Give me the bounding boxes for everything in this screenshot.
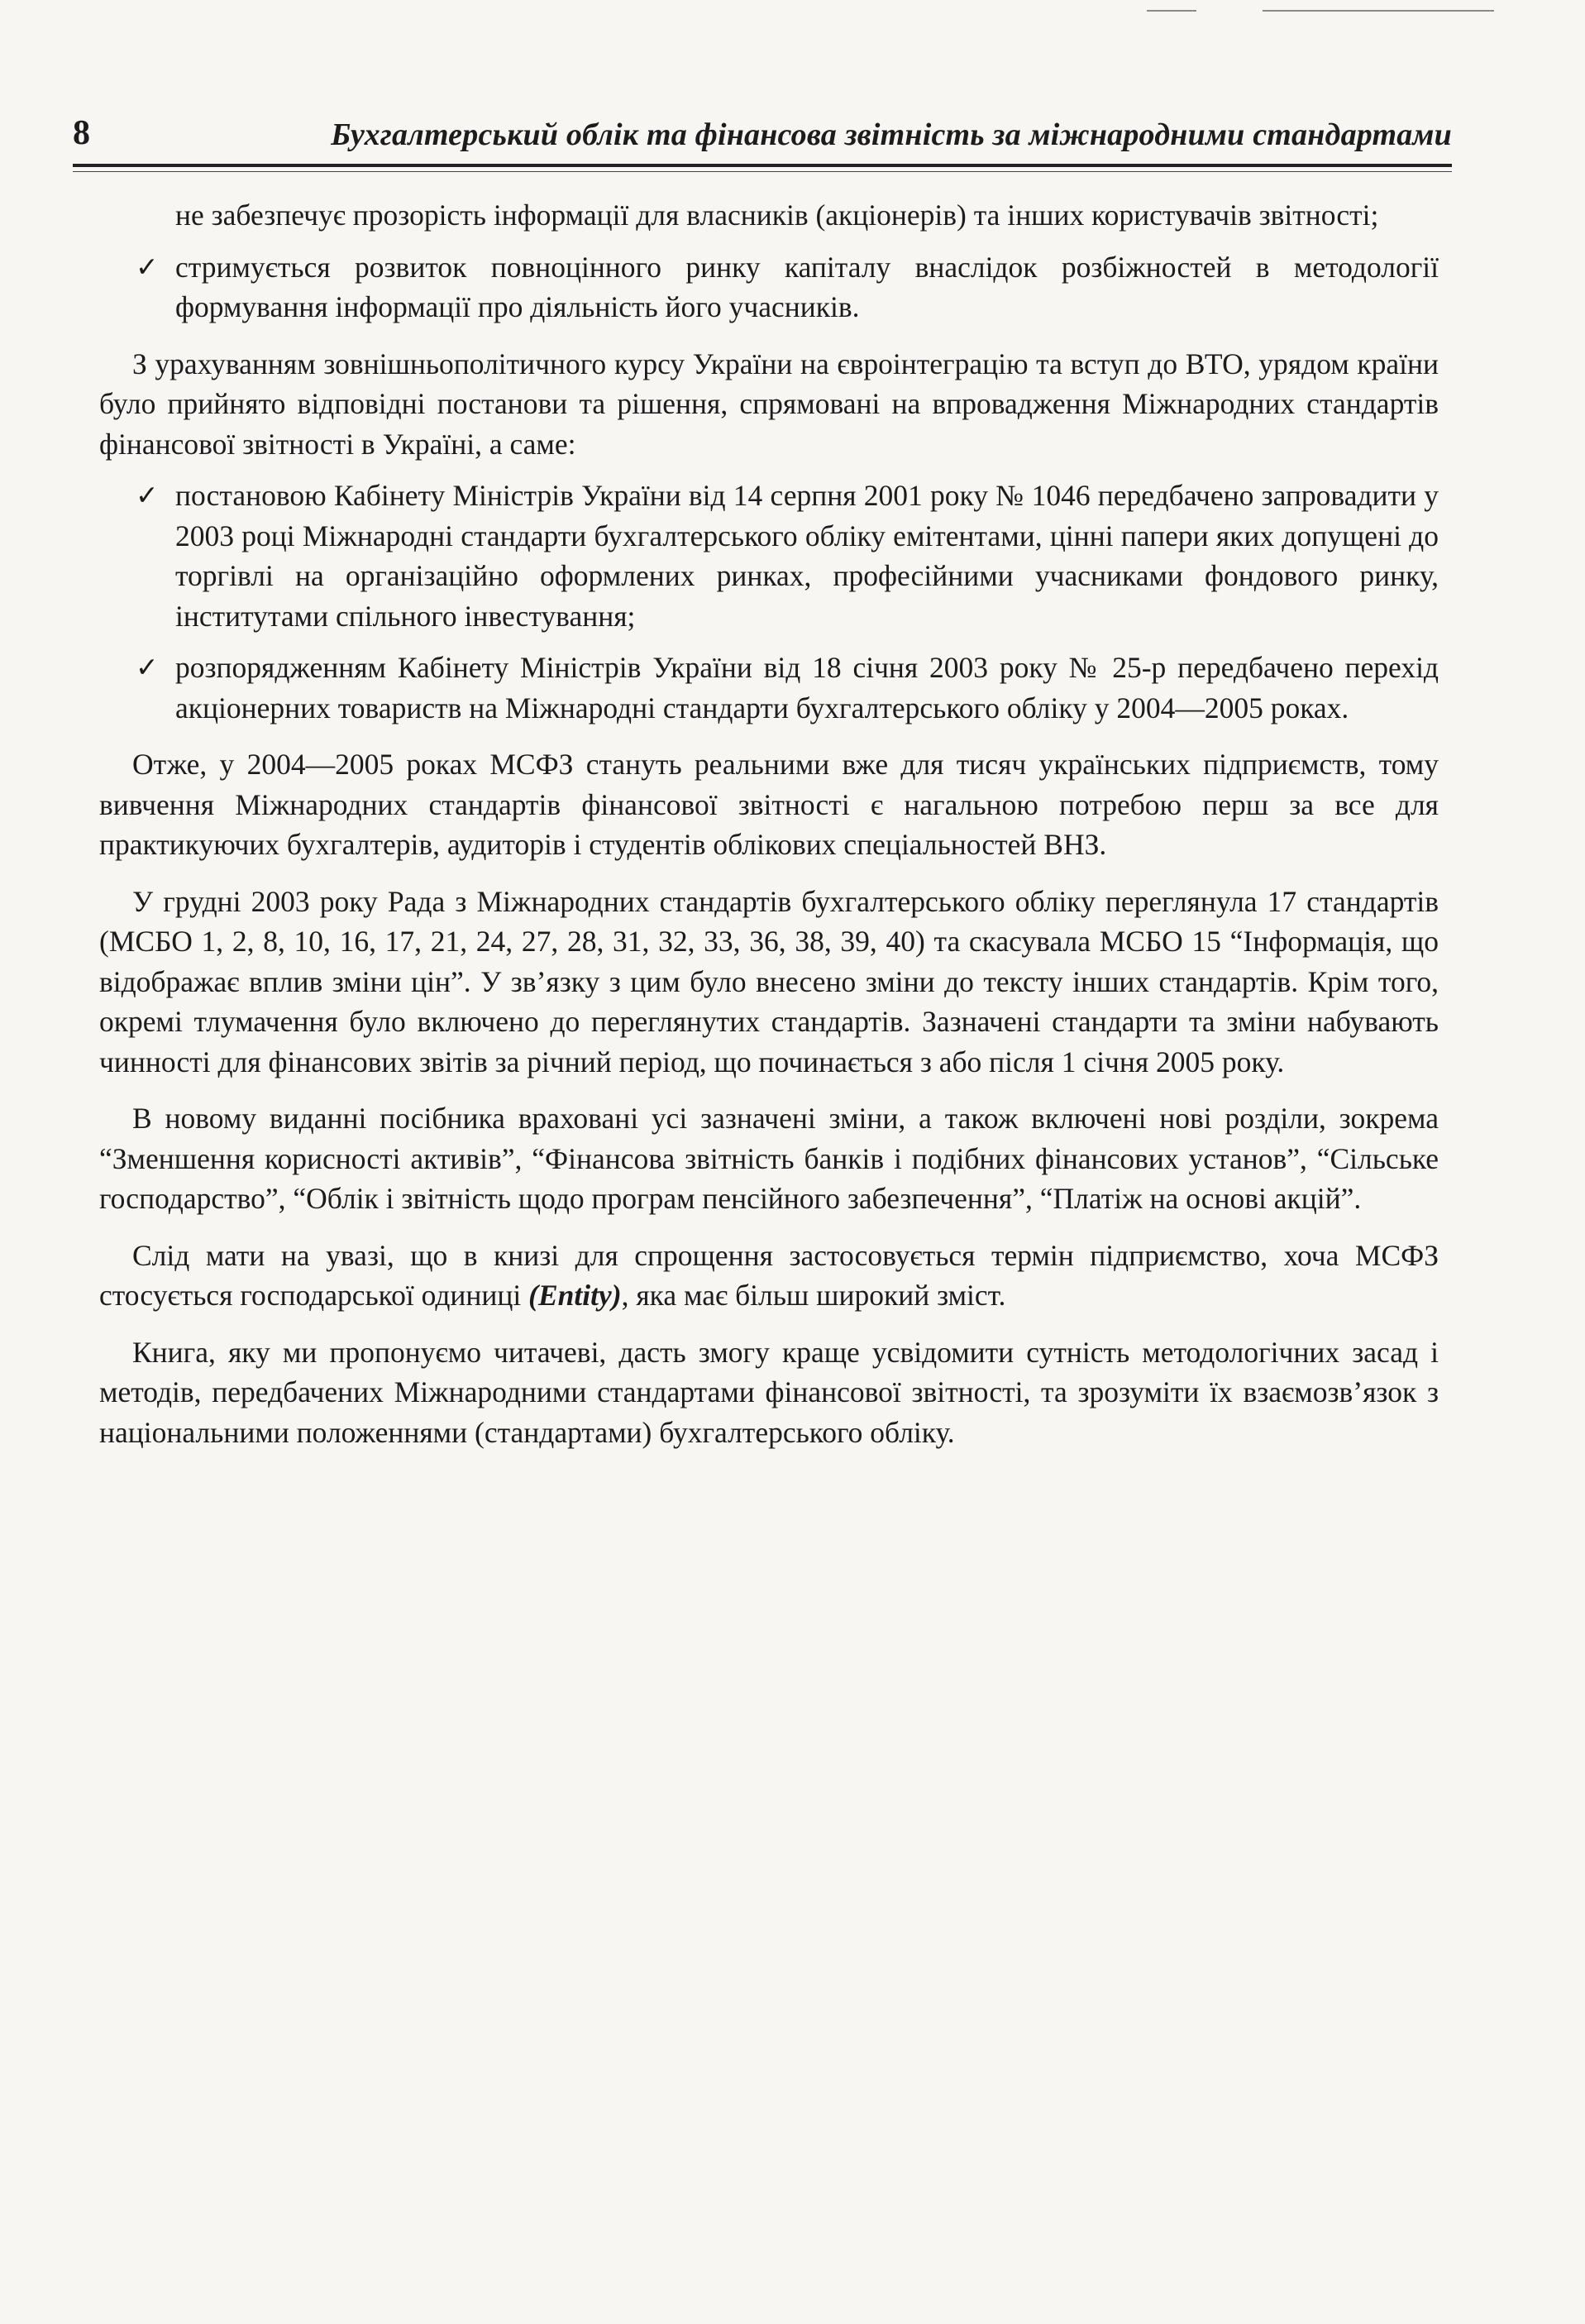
bullet-text: стримується розвиток повноцінного ринку капіталу внаслідок розбіжностей в методології формування інформації про діяльність його учасників. [175,250,1439,323]
paragraph [99,1236,1439,1316]
show-through-from-reverse-page [711,1861,1339,2324]
bullet-item [99,648,1439,728]
bullet-text: постановою Кабінету Міністрів України від 14 серпня 2001 року № 1046 передбачено запровадити у 2003 році Міжнародні стандарти бухгалтерського обліку емітентами, цінні папери яких допущені до торгівлі на організаційно оформлених ринках, професійними учасниками фондового ринку, інститутами спільного інвестування; [175,479,1439,633]
bullet-text: розпорядженням Кабінету Міністрів України від 18 січня 2003 року № 25-р передбачено перехід акціонерних товариств на Міжнародні стандарти бухгалтерського обліку у 2004—2005 роках. [175,651,1439,724]
header-rule [73,164,1452,167]
entity-term: (Entity) [528,1279,622,1312]
paragraph: Книга, яку ми пропонуємо читачеві, дасть змогу краще усвідомити сутність методологічних засад і методів, передбачених Міжнародними стандартами фінансової звітності, та зрозуміти їх взаємозв’язок з національними положеннями (стандартами) бухгалтерського обліку. [99,1335,1439,1449]
checkmark-icon: ✓ [136,250,159,283]
checkmark-icon: ✓ [136,651,159,683]
paragraph: Отже, у 2004—2005 роках МСФЗ стануть реальними вже для тисяч українських підприємств, тому вивчення Міжнародних стандартів фінансової звітності є нагальною потребою перш за все для практикуючих бухгалтерів, аудиторів і студентів облікових спеціальностей ВНЗ. [99,748,1439,861]
page-number: 8 [73,114,90,152]
paragraph-text: , яка має більш широкий зміст. [621,1279,1006,1312]
bullet-item [99,476,1439,636]
paragraph: З урахуванням зовнішньополітичного курсу України на євроінтеграцію та вступ до ВТО, урядом країни було прийнято відповідні постанови та рішення, спрямовані на впровадження Міжнародних стандартів фінансової звітності в Україні, а саме: [99,347,1439,461]
running-title: Бухгалтерський облік та фінансова звітність за міжнародними стандартами [331,117,1452,152]
paragraph: У грудні 2003 року Рада з Міжнародних стандартів бухгалтерського обліку переглянула 17 стандартів (МСБО 1, 2, 8, 10, 16, 17, 21, 24, 27, 28, 31, 32, 33, 36, 38, 39, 40) та скасувала МСБО 15 “Інформація, що відображає вплив зміни цін”. У зв’язку з цим було внесено зміни до тексту інших стандартів. Крім того, окремі тлумачення було включено до переглянутих стандартів. Зазначені стандарти та зміни набувають чинності для фінансових звітів за річний період, що починається з або після 1 січня 2005 року. [99,884,1439,1078]
bullet-item [99,247,1439,328]
paragraph-continuation: не забезпечує прозорість інформації для власників (акціонерів) та інших користувачів звітності; [175,198,1379,232]
checkmark-icon: ✓ [136,479,159,511]
top-edge-marks [1147,8,1494,13]
page-header [73,112,1452,161]
header-rule-thin [73,171,1452,172]
paragraph: В новому виданні посібника враховані усі зазначені зміни, а також включені нові розділи, зокрема “Зменшення корисності активів”, “Фінансова звітність банків і подібних фінансових установ”, “Сільське господарство”, “Облік і звітність щодо програм пенсійного забезпечення”, “Платіж на основі акцій”. [99,1102,1439,1215]
paragraph-text: Слід мати на увазі, що в книзі для спрощення застосовується термін підприємство, хоча МСФЗ стосується господарської одиниці [99,1238,1439,1312]
body-text [99,195,1439,1452]
